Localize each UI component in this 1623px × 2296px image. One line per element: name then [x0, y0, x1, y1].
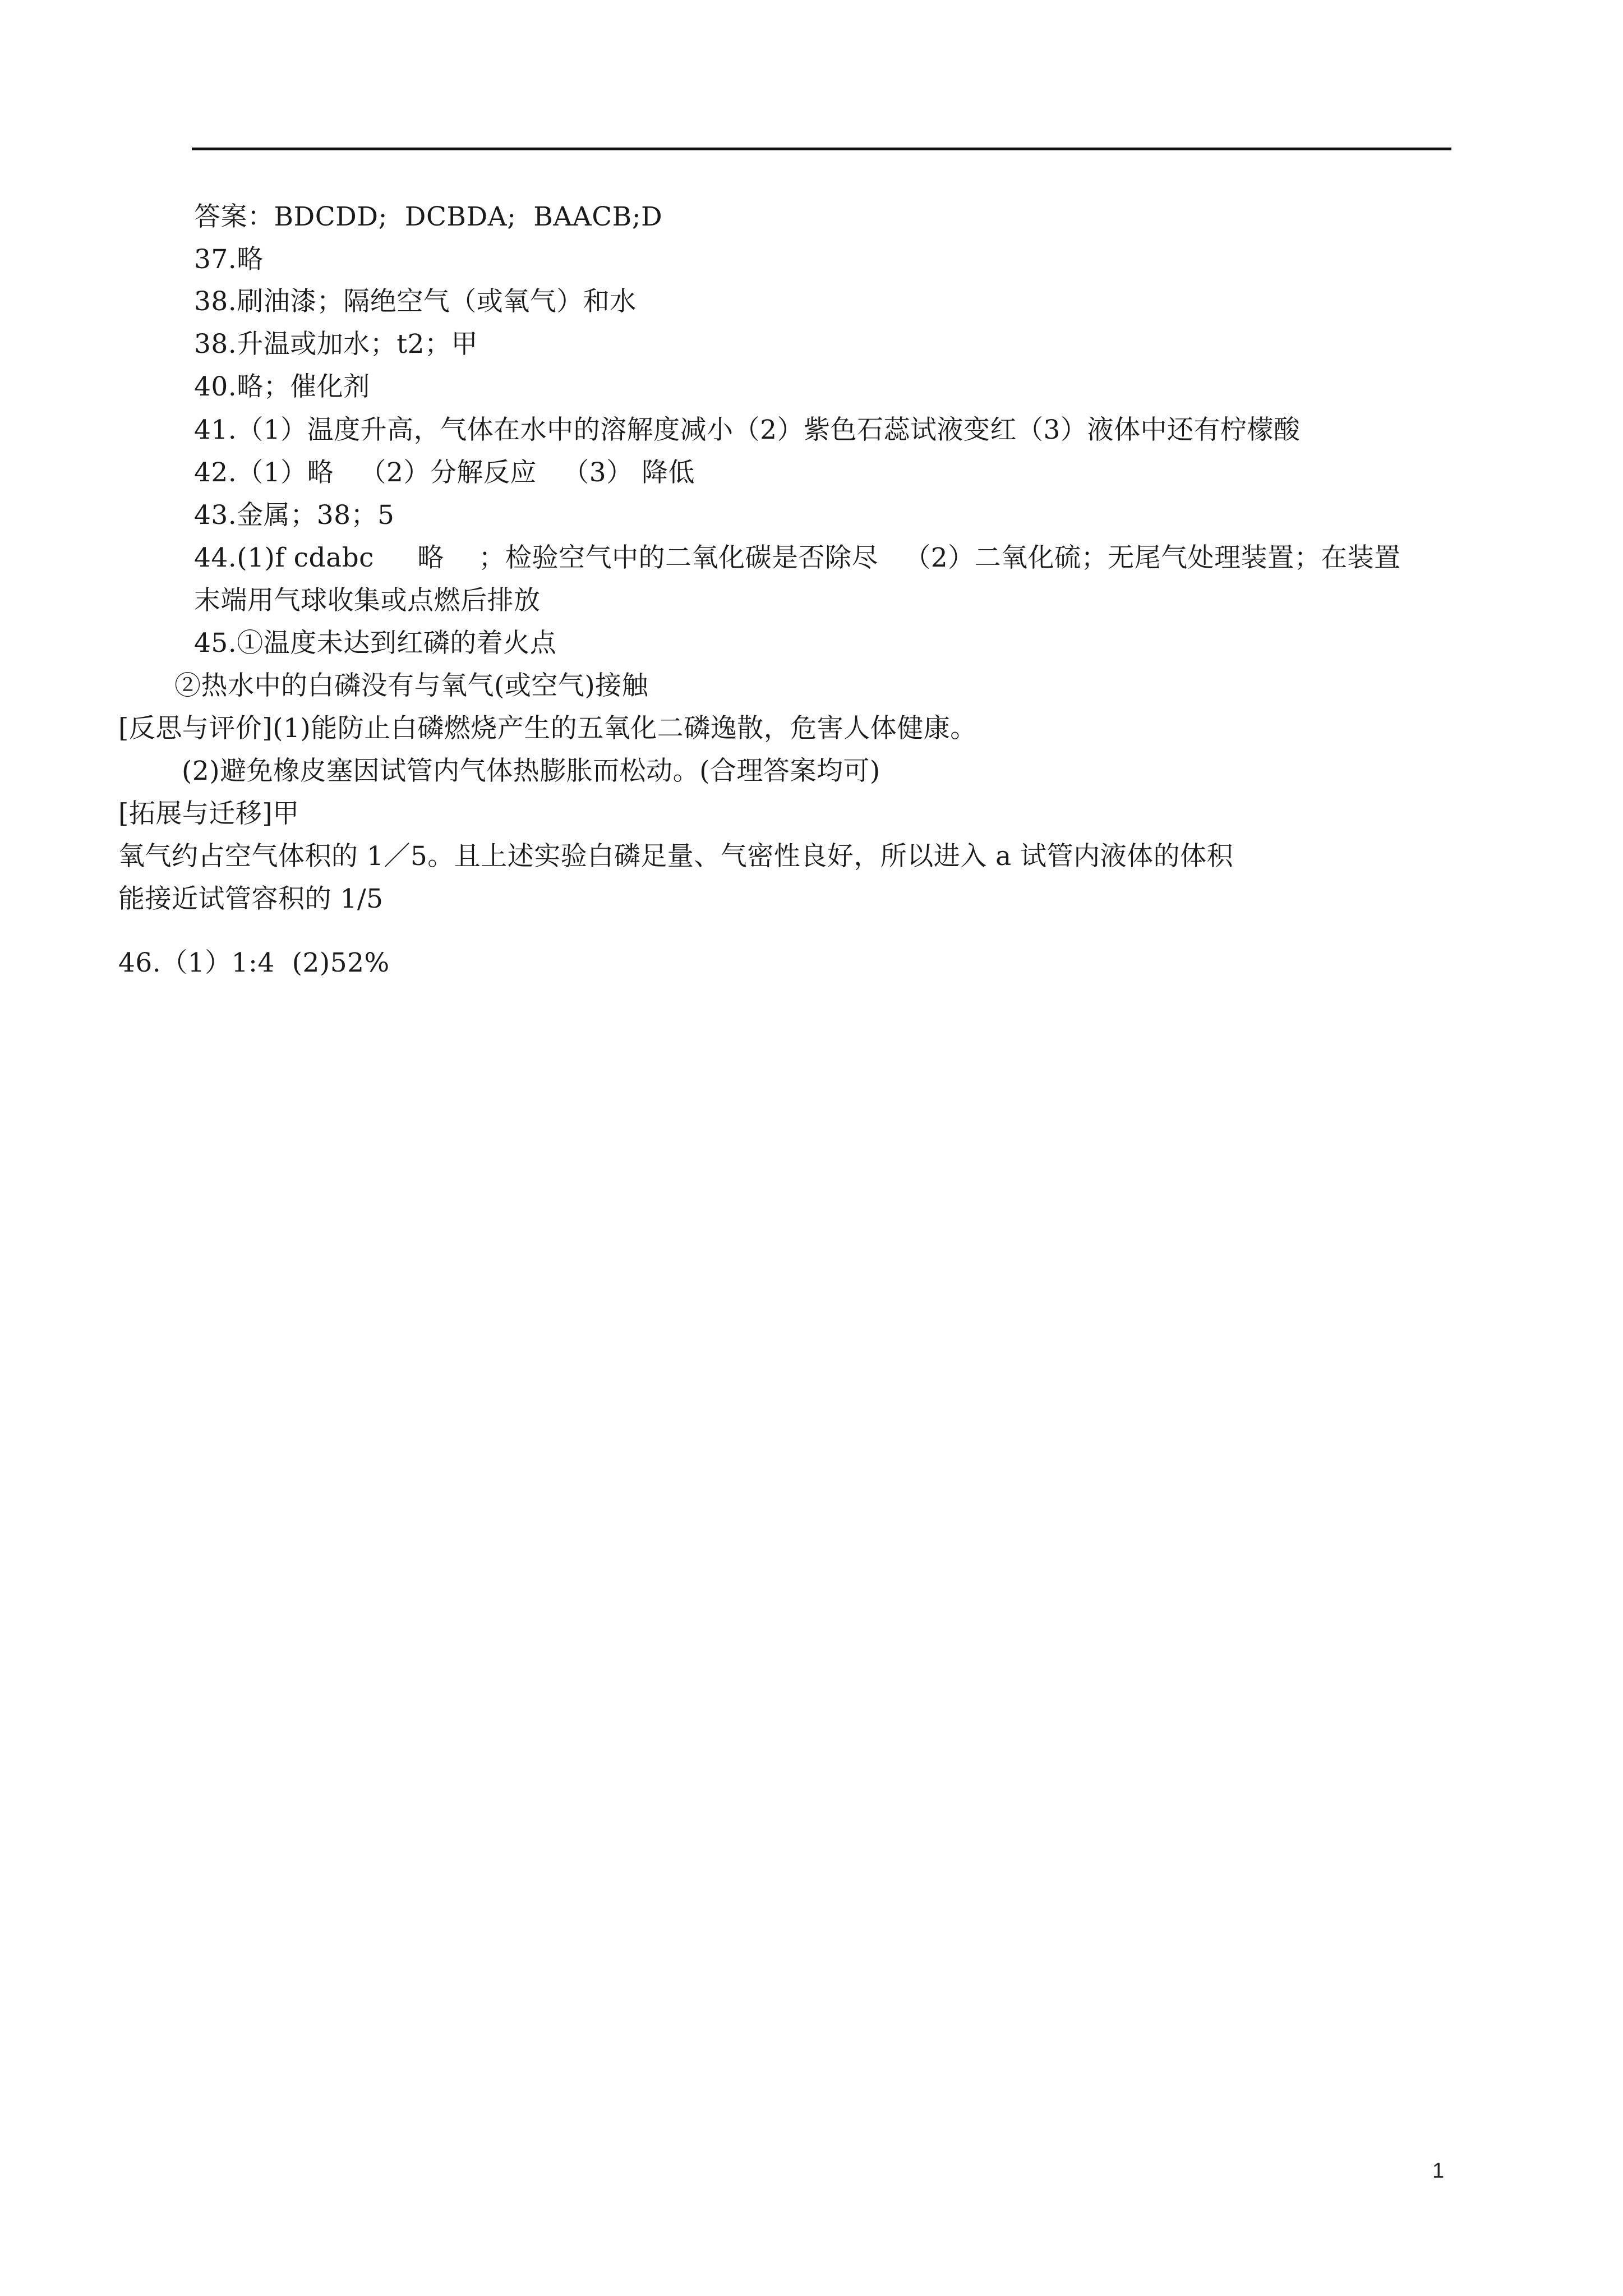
answer-43: 43.金属；38；5: [194, 500, 395, 531]
answer-44: 44.(1)f cdabc 略 ；检验空气中的二氧化碳是否除尽 （2）二氧化硫；无尾气处理装置；在装置: [194, 542, 1401, 573]
answer-key-line: 答案：BDCDD; DCBDA; BAACB;D: [194, 201, 663, 232]
extension-text-1: 氧气约占空气体积的 1／5。且上述实验白磷足量、气密性良好，所以进入 a 试管内液体的体积: [118, 841, 1234, 872]
answer-42: 42.（1）略 （2）分解反应 （3） 降低: [194, 457, 695, 488]
reflection-line-1: [反思与评价](1)能防止白磷燃烧产生的五氧化二磷逸散，危害人体健康。: [118, 713, 977, 744]
answer-45-2: ②热水中的白磷没有与氧气(或空气)接触: [174, 670, 649, 701]
page-number: 1: [1432, 2159, 1445, 2183]
answer-37: 37.略: [194, 244, 264, 275]
answer-38-a: 38.刷油漆；隔绝空气（或氧气）和水: [194, 286, 637, 317]
reflection-line-2: (2)避免橡皮塞因试管内气体热膨胀而松动。(合理答案均可): [182, 756, 880, 786]
answer-44-continued: 末端用气球收集或点燃后排放: [194, 585, 541, 616]
answer-38-b: 38.升温或加水；t2；甲: [194, 329, 478, 360]
answer-40: 40.略；催化剂: [194, 371, 370, 402]
extension-text-2: 能接近试管容积的 1/5: [118, 884, 384, 914]
extension-heading: [拓展与迁移]甲: [118, 798, 299, 829]
answer-46: 46.（1）1:4 (2)52%: [118, 947, 390, 978]
answer-45-1: 45.①温度未达到红磷的着火点: [194, 628, 557, 659]
answer-41: 41.（1）温度升高，气体在水中的溶解度减小（2）紫色石蕊试液变红（3）液体中还有柠檬酸: [194, 415, 1301, 445]
header-rule: [192, 148, 1451, 150]
